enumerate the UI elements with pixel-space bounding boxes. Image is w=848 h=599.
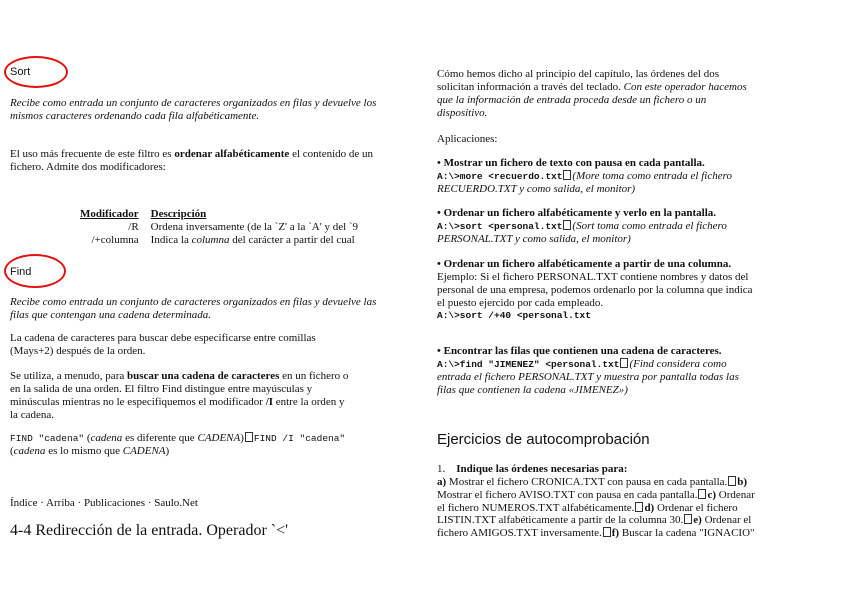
missing-glyph-icon — [245, 432, 253, 442]
sort-paragraph-text: El uso más frecuente de este filtro es — [10, 148, 175, 160]
modifiers-table — [80, 208, 362, 247]
sort-paragraph-bold: ordenar alfabéticamente — [174, 148, 290, 160]
application-body: Ejemplo: Si el fichero PERSONAL.TXT contiene nombres y datos del personal de una empresa, podemos ordenarlo por la columna que indica el puesto ejercido por cada empleado. — [437, 270, 753, 309]
missing-glyph-icon — [563, 220, 571, 230]
command-note: (Sort toma como entrada el fichero PERSONAL.TXT y como salida, el monitor) — [437, 219, 727, 245]
nav-link-indice[interactable]: Índice — [10, 497, 38, 509]
table-row — [80, 221, 362, 234]
table-row — [80, 234, 362, 247]
exercises-title: Ejercicios de autocomprobación — [437, 431, 650, 448]
missing-glyph-icon — [728, 476, 736, 486]
missing-glyph-icon — [603, 527, 611, 537]
next-section-title: 4-4 Redirección de la entrada. Operador `<' — [10, 522, 288, 539]
find-description: Recibe como entrada un conjunto de caracteres organizados en filas y devuelve las filas que contengan una cadena determinada. — [10, 296, 377, 321]
exercise-items: a) Mostrar el fichero CRONICA.TXT con pausa en cada pantalla. b) Mostrar el fichero AVISO.TXT con pausa en cada pantalla. c) Ordenar el fichero NUMEROS.TXT alfabéticamente. d) Ordenar el fichero LISTIN.TXT alfabéticamente a partir de la columna 30. e) Ordenar el fichero AMIGOS.TXT inversamente. f) Buscar la cadena "IGNACIO" — [437, 475, 755, 540]
sort-paragraph — [10, 148, 380, 174]
description-header: Descripción — [150, 208, 207, 220]
application-title: • Mostrar un fichero de texto con pausa en cada pantalla. — [437, 157, 705, 169]
application-item — [437, 258, 757, 322]
nav-link-saulo-net[interactable]: Saulo.Net — [154, 497, 198, 509]
missing-glyph-icon — [563, 170, 571, 180]
intro-paragraph: Cómo hemos dicho al principio del capítulo, las órdenes del dos solicitan información a través del teclado. Con este operador hacemos que la información de entrada proceda desde un fichero o un dispositivo. — [437, 68, 747, 119]
command-line: A:\>sort /+40 <personal.txt — [437, 310, 591, 322]
nav-link-publicaciones[interactable]: Publicaciones — [83, 497, 146, 509]
nav-links: Índice · Arriba · Publicaciones · Saulo.Net — [10, 497, 198, 509]
application-item — [437, 157, 757, 196]
applications-label: Aplicaciones: — [437, 133, 498, 145]
application-item — [437, 345, 757, 396]
application-title: • Encontrar las filas que contienen una cadena de caracteres. — [437, 345, 722, 357]
missing-glyph-icon — [635, 502, 643, 512]
find-title: Find — [10, 266, 32, 278]
description-cell: Indica la columna del carácter a partir del cual — [150, 233, 355, 246]
sort-title: Sort — [10, 66, 31, 78]
application-title: • Ordenar un fichero alfabéticamente a partir de una columna. — [437, 258, 732, 270]
find-paragraph-2: Se utiliza, a menudo, para buscar una cadena de caracteres en un fichero o en la salida de una orden. El filtro Find distingue entre mayúsculas y minúsculas mientras no le especifiquemos el modificador /I entre la orden y la cadena. — [10, 370, 349, 421]
modifier-cell: /+columna — [91, 233, 139, 246]
application-item — [437, 207, 757, 246]
exercise-heading: 1. Indique las órdenes necesarias para: — [437, 463, 628, 475]
find-paragraph-1: La cadena de caracteres para buscar debe especificarse entre comillas (Mays+2) después de la orden. — [10, 332, 316, 357]
command-line: A:\>more <recuerdo.txt — [437, 170, 563, 182]
command-line: A:\>sort <personal.txt — [437, 220, 563, 232]
nav-link-arriba[interactable]: Arriba — [46, 497, 75, 509]
command-note: (More toma como entrada el fichero RECUERDO.TXT y como salida, el monitor) — [437, 169, 732, 195]
description-cell: Ordena inversamente (de la `Z' a la `A' y del `9 — [150, 220, 359, 233]
sort-paragraph-text-end: el contenido de un fichero. Admite dos modificadores: — [10, 148, 374, 173]
application-title: • Ordenar un fichero alfabéticamente y verlo en la pantalla. — [437, 207, 717, 219]
command-note: (Find considera como entrada el fichero PERSONAL.TXT y muestra por pantalla todas las filas que contienen la cadena «JIMENEZ») — [437, 357, 739, 396]
find-examples: FIND "cadena" (cadena es diferente que CADENA) FIND /I "cadena" (cadena es lo mismo que CADENA) — [10, 432, 346, 457]
modifier-cell: /R — [128, 220, 139, 233]
exercises-list — [437, 463, 757, 540]
missing-glyph-icon — [620, 358, 628, 368]
sort-description: Recibe como entrada un conjunto de caracteres organizados en filas y devuelve los mismos caracteres ordenando cada fila alfabéticamente. — [10, 97, 377, 122]
missing-glyph-icon — [684, 514, 692, 524]
command-line: A:\>find "JIMENEZ" <personal.txt — [437, 358, 620, 370]
modifier-header: Modificador — [80, 208, 139, 220]
missing-glyph-icon — [698, 489, 706, 499]
